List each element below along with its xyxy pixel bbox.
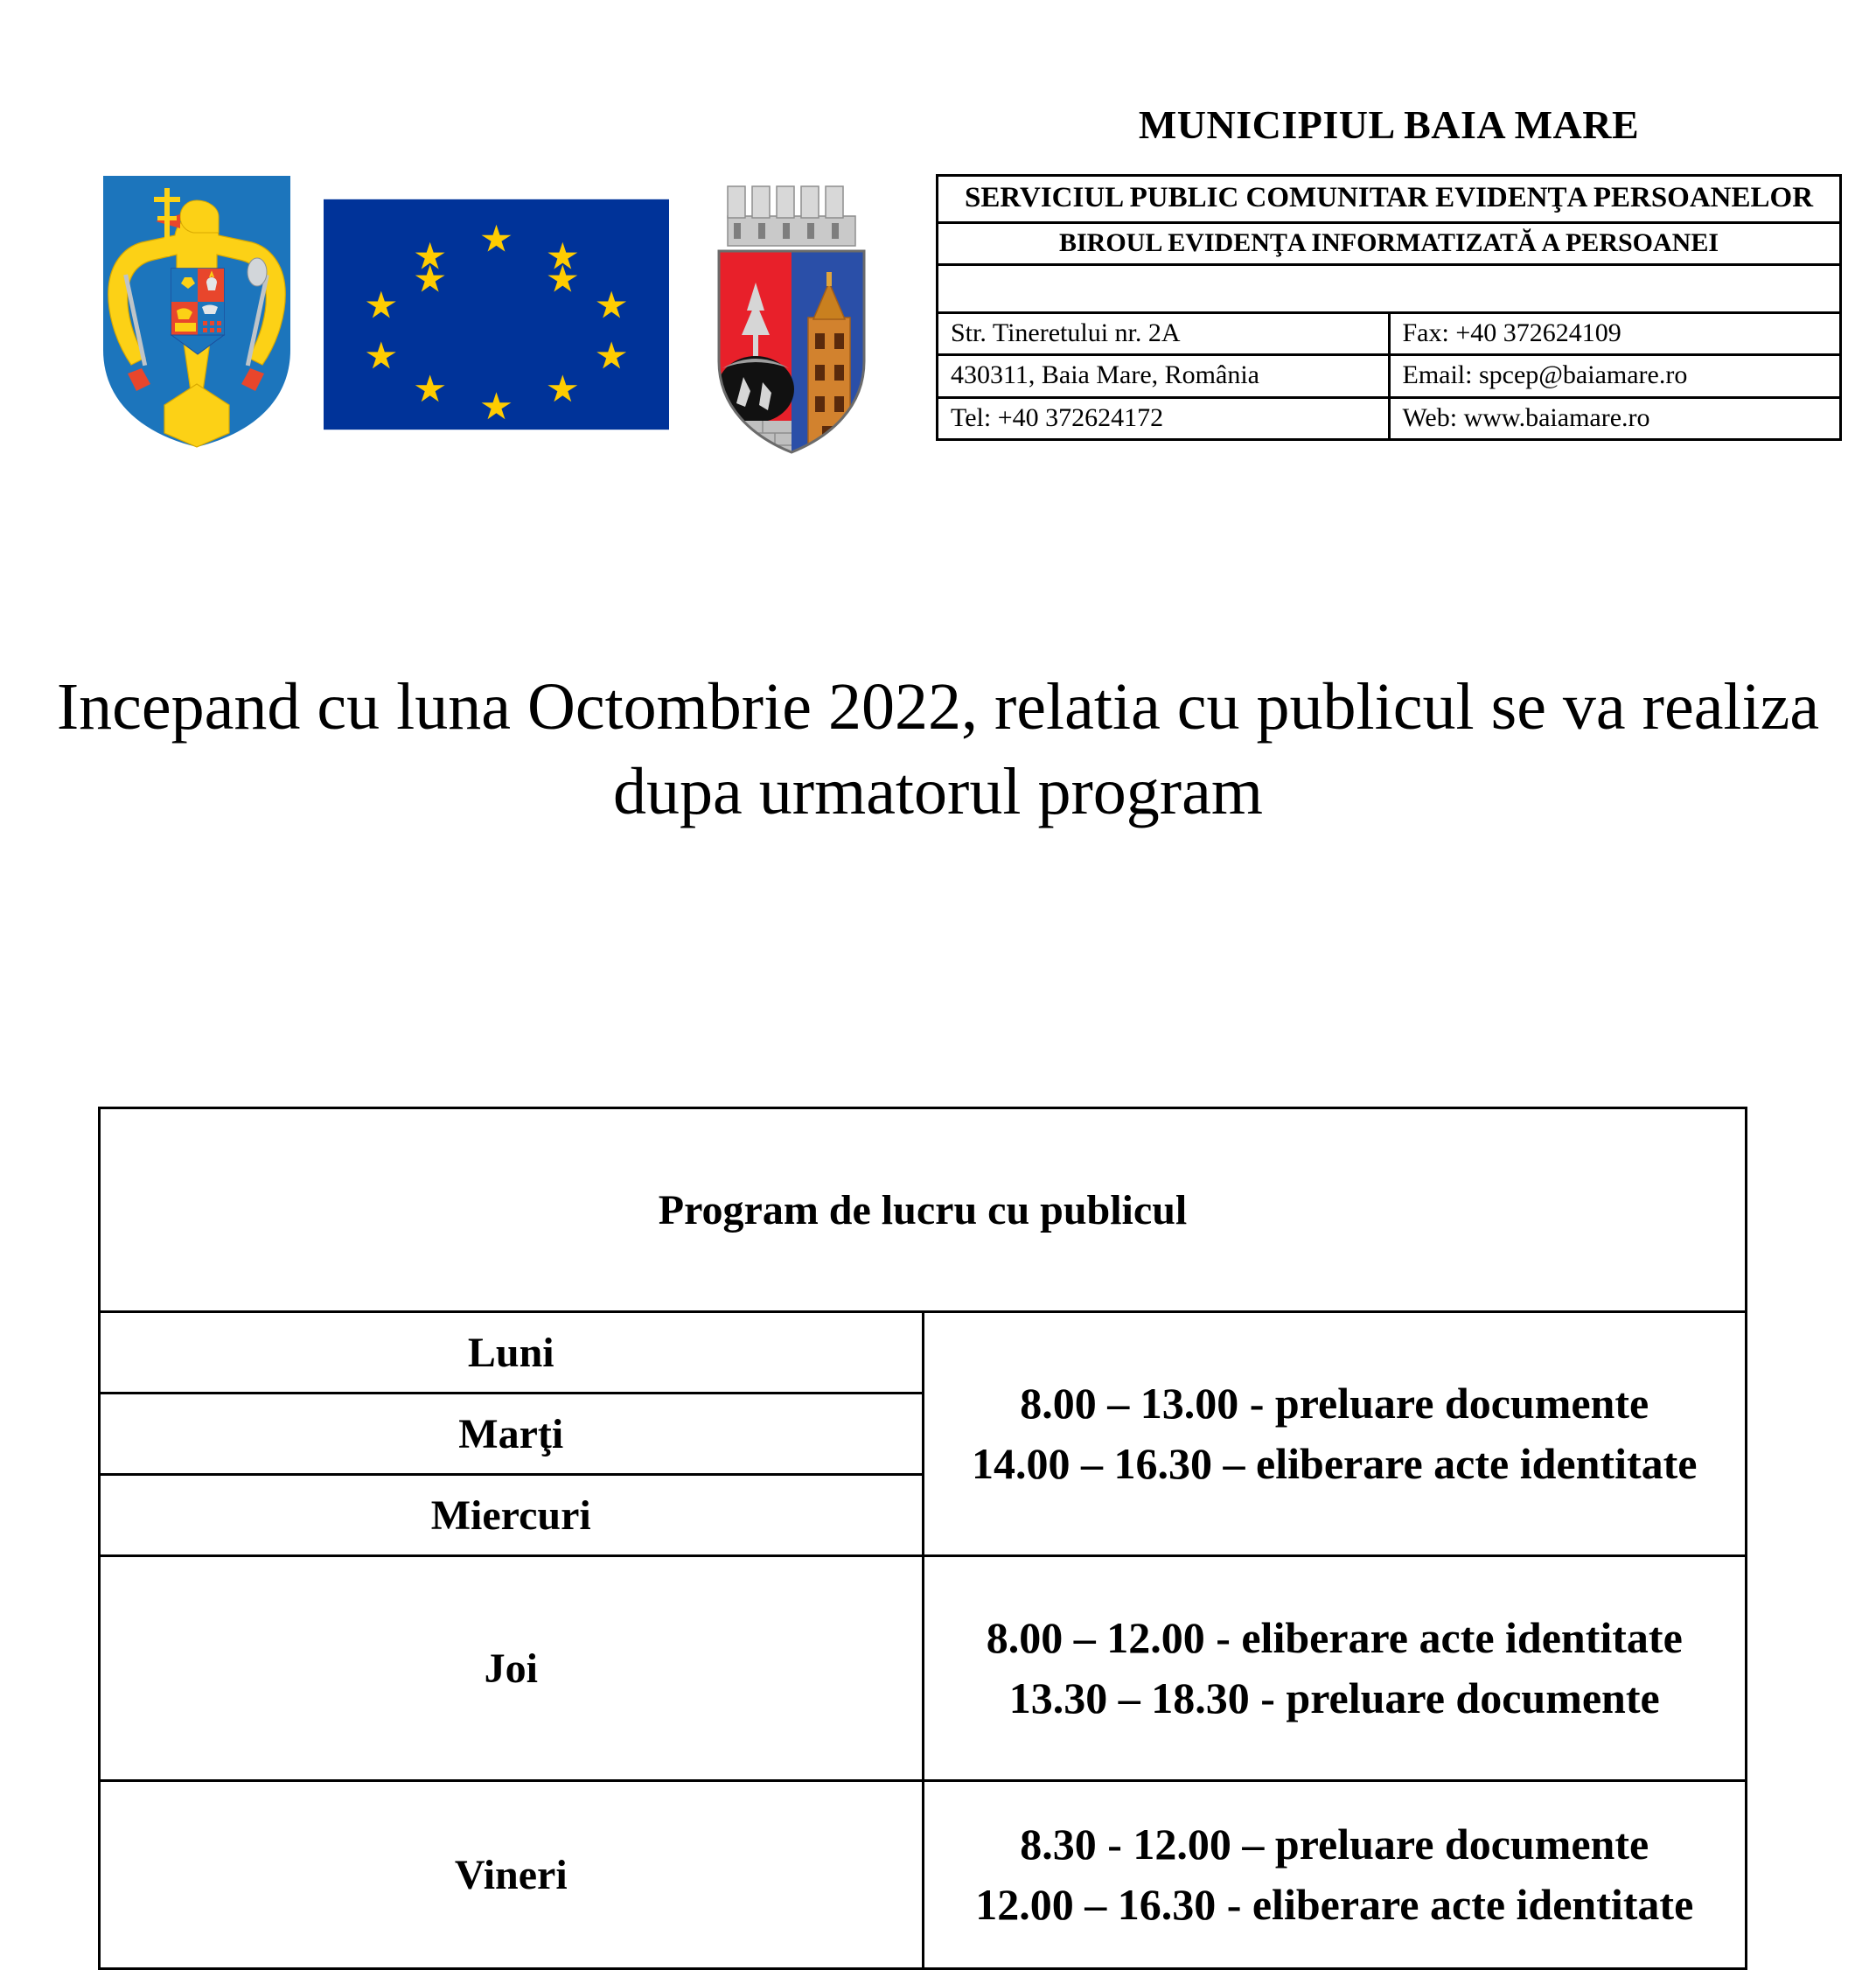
day-label-marti: Marţi	[100, 1394, 924, 1475]
contact-row-tel-web	[938, 397, 1841, 440]
emblem-row	[96, 171, 883, 459]
schedule-time-line: 8.30 - 12.00 – preluare documente	[1020, 1820, 1649, 1869]
table-row	[100, 1312, 1747, 1394]
contact-email: Email: spcep@baiamare.ro	[1389, 355, 1841, 398]
day-label-joi: Joi	[100, 1556, 924, 1781]
contact-web: Web: www.baiamare.ro	[1389, 397, 1841, 440]
schedule-times-vineri	[923, 1781, 1747, 1969]
schedule-section	[98, 1107, 1747, 1970]
contact-city: 430311, Baia Mare, România	[938, 355, 1390, 398]
table-row	[100, 1781, 1747, 1969]
contact-row-street-fax	[938, 312, 1841, 355]
header-office-row	[938, 222, 1841, 264]
contact-row-city-email	[938, 355, 1841, 398]
announcement-text: Incepand cu luna Octombrie 2022, relatia cu publicul se va realiza dupa urmatorul program	[56, 670, 1820, 829]
day-label-miercuri: Miercuri	[100, 1475, 924, 1556]
romania-coat-of-arms-icon	[96, 171, 297, 451]
header-info-table	[936, 174, 1842, 441]
department-name: SERVICIUL PUBLIC COMUNITAR EVIDENŢA PERSOANELOR	[938, 175, 1841, 222]
header-text-block	[936, 0, 1842, 441]
contact-fax: Fax: +40 372624109	[1389, 312, 1841, 355]
header-department-row	[938, 175, 1841, 222]
document-header	[0, 0, 1876, 490]
schedule-time-line: 12.00 – 16.30 - eliberare acte identitate	[975, 1880, 1694, 1929]
schedule-title: Program de lucru cu publicul	[100, 1108, 1747, 1312]
european-union-flag-icon	[324, 199, 669, 430]
baia-mare-coat-of-arms-icon	[708, 171, 875, 459]
day-label-luni: Luni	[100, 1312, 924, 1394]
contact-tel: Tel: +40 372624172	[938, 397, 1390, 440]
day-label-vineri: Vineri	[100, 1781, 924, 1969]
schedule-title-row	[100, 1108, 1747, 1312]
schedule-time-line: 8.00 – 13.00 - preluare documente	[1020, 1379, 1649, 1428]
schedule-table	[98, 1107, 1747, 1970]
schedule-times-joi	[923, 1556, 1747, 1781]
schedule-time-line: 13.30 – 18.30 - preluare documente	[1008, 1673, 1660, 1722]
office-name: BIROUL EVIDENŢA INFORMATIZATĂ A PERSOANEI	[938, 222, 1841, 264]
schedule-time-line: 14.00 – 16.30 – eliberare acte identitate	[972, 1439, 1698, 1488]
schedule-times-mon-wed	[923, 1312, 1747, 1556]
schedule-time-line: 8.00 – 12.00 - eliberare acte identitate	[986, 1613, 1683, 1662]
spacer-cell	[938, 264, 1841, 312]
municipality-title: MUNICIPIUL BAIA MARE	[1138, 102, 1640, 147]
header-spacer-row	[938, 264, 1841, 312]
table-row	[100, 1556, 1747, 1781]
contact-street: Str. Tineretului nr. 2A	[938, 312, 1390, 355]
